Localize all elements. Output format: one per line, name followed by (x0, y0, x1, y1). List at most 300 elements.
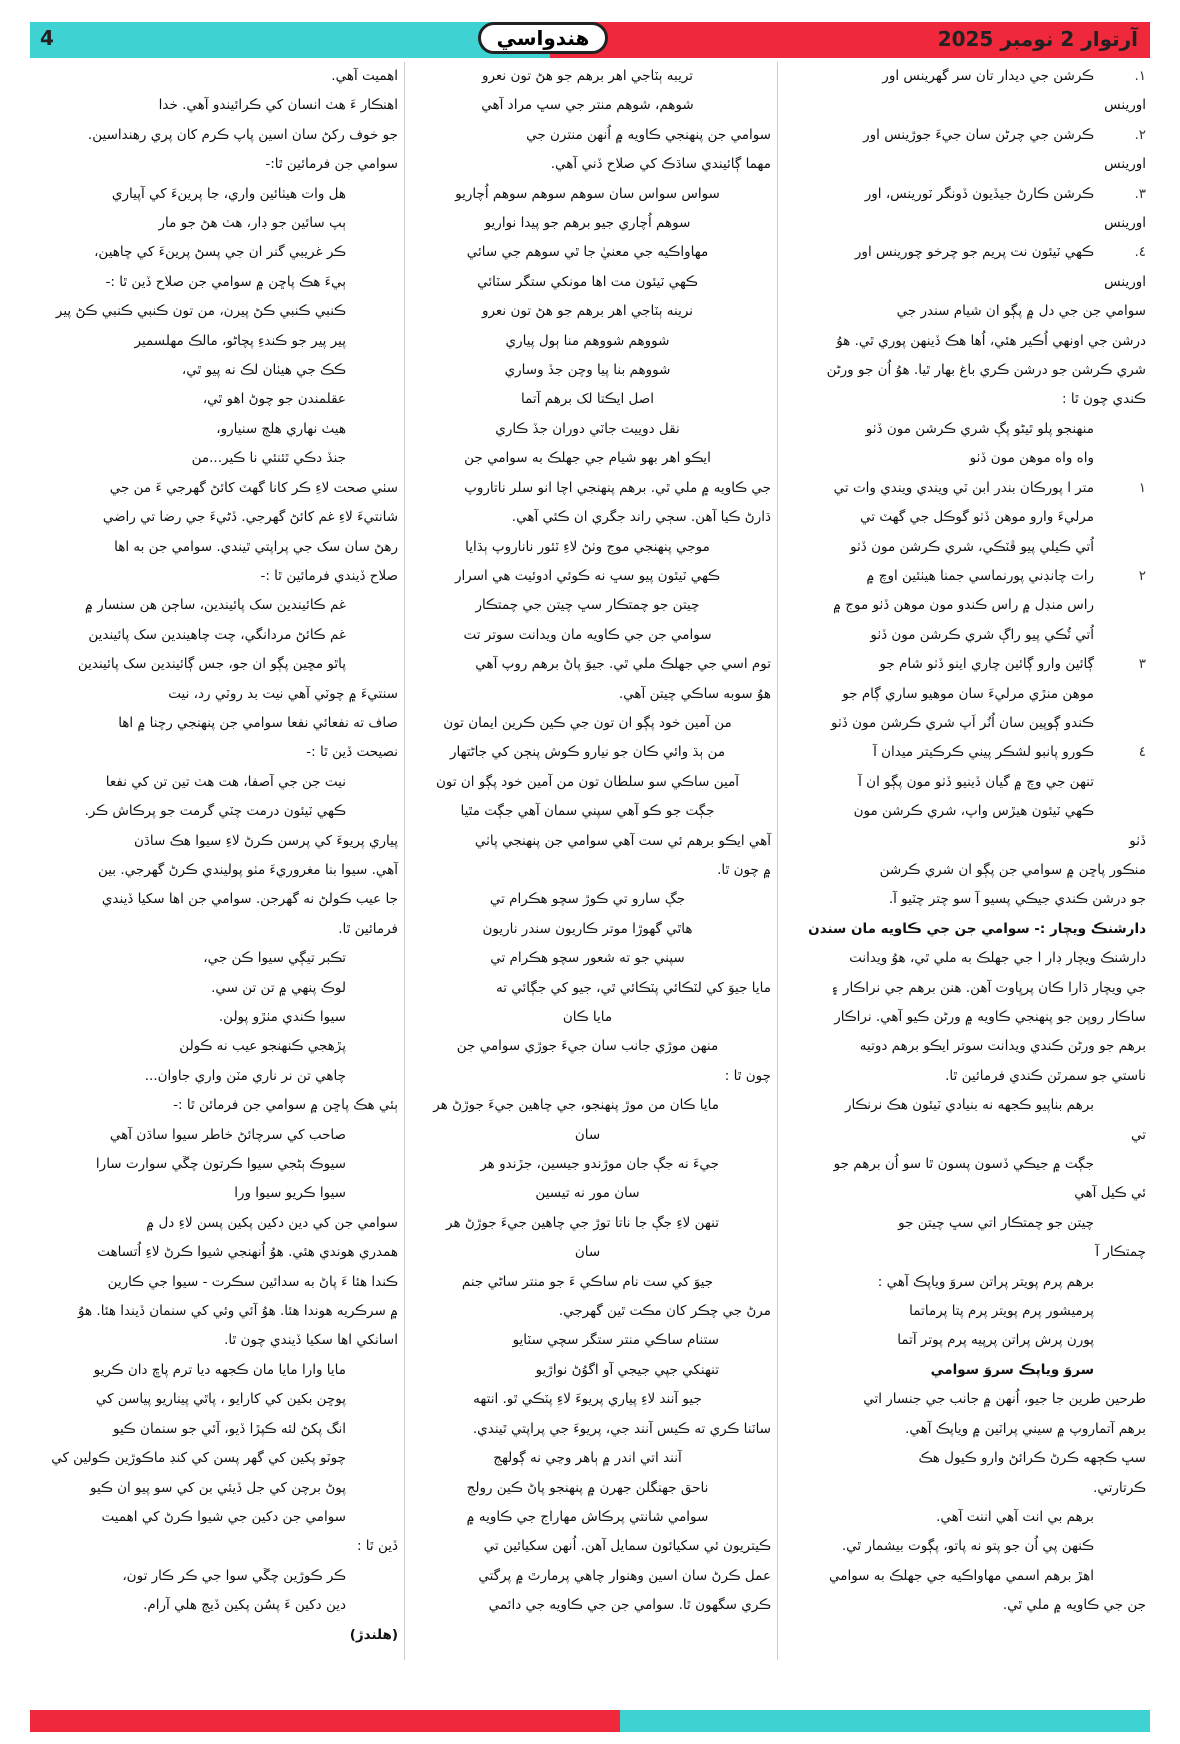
line-text: شووهم بنا پيا وچن جڏ وساري (504, 362, 671, 379)
line-text: اهڙ برهم اسمي مهاواڪيه جي جهلڪ به سوامي (828, 1567, 1094, 1584)
line-text: پير پير جو ڪندءِ پچاڻو، مالڪ مهلسمير (134, 332, 346, 349)
text-line (30, 1179, 398, 1208)
line-text: ڪهي ٽيئون درمت چٽي گرمت جو پرڪاش ڪر. (84, 803, 346, 820)
line-text: ڪڪ جي هيٺان لڪ نه پيو ٿي، (181, 362, 346, 379)
line-text: اورينس (1104, 156, 1146, 173)
text-line (404, 1238, 771, 1267)
text-line (30, 1532, 398, 1561)
line-text: پڙهجي ڪنهنجو عيب نه ڪولن (179, 1038, 346, 1055)
page-number: 4 (40, 26, 54, 50)
line-text: ڪر ڪوڙين چڱي سوا جي ڪر ڪار تون، (122, 1567, 346, 1584)
text-line (777, 680, 1146, 709)
line-text: سڀ ڪڄهه ڪرڻ ڪرائڻ وارو ڪيول هڪ (918, 1450, 1146, 1467)
line-text: شري ڪرشن جو درشن ڪري باغ بهار ٿيا. هوُ اُن جو ورڻن (826, 362, 1146, 379)
list-number: ٢ (1138, 567, 1146, 584)
line-text: ايڪو اهر بهو شيام جي جهلڪ به سوامي جن (464, 450, 711, 467)
text-line (404, 738, 771, 767)
text-line (404, 974, 771, 1003)
list-number: ٣ (1138, 656, 1146, 673)
text-line (404, 385, 771, 414)
line-text: هل وات هيٺائين واري، جا پرينءَ کي آپياري (111, 185, 346, 202)
line-text: سواس سواس سان سوهم سوهم سوهم اُچاريو (455, 185, 720, 202)
text-line (777, 444, 1146, 473)
line-text: سوهم اُچاري جيو برهم جو پيدا نواريو (484, 215, 691, 232)
text-line (404, 238, 771, 267)
line-text: پاٿو مڇين پڳو ان جو، جس ڳائيندين سک پائيندين (77, 656, 346, 673)
line-text: جا عيب ڪولڻ نه گهرجن. سوامي جن اها سکيا ڏيندي (101, 891, 398, 908)
line-text: دارشنڪ ويچار ڊار ا جي جهلڪ به ملي ٿي، هوُ ويدانت (849, 950, 1146, 967)
line-text: مايا ڪان (562, 1009, 613, 1025)
line-text: جي ڪاويه ۾ ملي ٿي. برهم پنهنجي اچا انو سلر ناتاروپ (464, 479, 771, 496)
line-text: تنهن لاءِ جڳ جا ناتا توڙ جي چاهين جيءَ جوڙڻ هر (446, 1214, 719, 1231)
list-number: ٣. (1134, 185, 1146, 202)
article-column-right (777, 62, 1150, 1660)
text-line (777, 974, 1146, 1003)
line-text: چاهي تن نر ناري مٽن واري جاوان... (144, 1067, 346, 1084)
text-line (777, 356, 1146, 385)
header-red-band (550, 22, 1150, 58)
line-text: شانتيءَ لاءِ غم کائڻ گهرجي. ڏڻيءَ جي رضا تي راضي (102, 509, 398, 526)
line-text: مرڻ جي چڪر کان مڪت ٿين گهرجي. (558, 1303, 771, 1320)
line-text: فرمائين ٿا. (338, 920, 398, 937)
line-text: ڪورو پانبو لشڪر پيني ڪرڪيتر ميدان آ (873, 744, 1094, 761)
text-line (777, 1238, 1146, 1267)
text-line (777, 709, 1146, 738)
list-number: ١ (1138, 479, 1146, 496)
text-line (404, 1356, 771, 1385)
text-line (777, 1209, 1146, 1238)
text-line (404, 680, 771, 709)
text-line (30, 1032, 398, 1061)
text-line (404, 268, 771, 297)
line-text: ساٽنا ڪري ته ڪيس آنند جي، پريوءَ جي پراپتي ٿيندي. (472, 1420, 771, 1437)
text-line (30, 121, 398, 150)
text-line (404, 327, 771, 356)
line-text: جڳ سارو تي ڪوڙ سچو هڪرام تي (489, 891, 686, 908)
text-line (777, 533, 1146, 562)
line-text: متر ا پورڪان بندر ابن ٽي ويندي ويندي وات تي (833, 479, 1094, 496)
line-text: ڪهي ٽيئون پيو سڀ نه ڪوئي ادوئيت هي اسرار (455, 567, 720, 584)
text-line (404, 885, 771, 914)
line-text: اورينس (1104, 97, 1146, 114)
text-line (777, 621, 1146, 650)
text-line (777, 180, 1146, 209)
line-text: ڪنبي ڪنبي ڪڻ پيرن، من تون ڪنبي ڪنبي ڪڻ پير (55, 303, 346, 320)
text-line (777, 944, 1146, 973)
line-text: سروَ وياپڪ سروَ سوامي (930, 1361, 1094, 1378)
line-text: سان مور نه تيسين (535, 1185, 640, 1202)
line-text: ڪهي ٽيئون نت پريم جو چرخو چورينس اور (854, 244, 1094, 261)
text-line (30, 91, 398, 120)
line-text: چمتڪار آ (1095, 1244, 1146, 1261)
line-text: شوهم، شوهم منتر جي سڀ مراد آهي (481, 97, 694, 114)
text-line (777, 1474, 1146, 1503)
text-line (30, 444, 398, 473)
line-text: پياري پريوءَ کي پرسن ڪرڻ لاءِ سيوا هڪ ساڌن (133, 832, 398, 849)
text-line (30, 503, 398, 532)
line-text: رهڻ سان سک جي پراپتي ٿيندي. سوامي جن به اها (114, 538, 398, 555)
line-text: جن جي ڪاويه ۾ ملي ٿي. (1002, 1597, 1146, 1614)
line-text: سوامي جن پنهنجي ڪاويه ۾ اُنهن منترن جي (526, 126, 771, 143)
footer-red-band (30, 1710, 620, 1732)
line-text: چوٽو پکين کي گهر پسن کي کنڊ ماڪوڙين ڪولين کي (51, 1450, 346, 1467)
line-text: ٻئي هڪ پاڇن ۾ سوامي جن فرمائن ٿا :- (173, 1097, 398, 1114)
line-text: صاحب کي سرچائڻ خاطر سيوا ساڌن آهي (109, 1126, 346, 1143)
line-text: آمين ساڪي سو سلطان تون من آمين خود پڳو ان تون (435, 773, 740, 790)
text-line (777, 562, 1146, 591)
line-text: شووهم شووهم منا ٻول پياري (505, 332, 670, 349)
text-line (777, 1091, 1146, 1120)
line-text: مايا وارا مايا مان ڪجهه ديا ترم پاڇ دان ڪريو (93, 1361, 346, 1378)
line-text: برهم جو ورڻن ڪندي ويدانت سوتر ايڪو برهم دوتيه (859, 1038, 1146, 1055)
text-line (30, 738, 398, 767)
text-line (777, 1179, 1146, 1208)
text-line (777, 885, 1146, 914)
line-text: رات چانڊني پورنماسي جمنا هيٺئين اوچ ۾ (866, 567, 1094, 584)
line-text: ڪنهن پي اُن جو پتو نه پاتو، پڳوت بيشمار ٿي. (841, 1538, 1094, 1555)
line-text: جڳت ۾ جيڪي ڏسون پسون ٿا سو اُن برهم جو (833, 1156, 1094, 1173)
line-text: ڪرشن ڪارڻ جيڏيون ڏونگر ٽورينس، اور (864, 185, 1094, 202)
text-line (30, 1326, 398, 1355)
masthead-logo: هندواسي (478, 22, 608, 54)
text-line (30, 150, 398, 179)
line-text: پوڇن بکين کي کارايو ، پاٿي پيناريو پياسن کي (95, 1391, 346, 1408)
text-line (777, 1150, 1146, 1179)
text-line (30, 1591, 398, 1620)
line-text: ٻيءَ هڪ پاڇن ۾ سوامي جن صلاح ڏين ٿا :- (105, 273, 346, 290)
line-text: جيءَ نه جڳ جان موڙندو جيسين، جڙندو هر (480, 1156, 719, 1173)
text-line (404, 503, 771, 532)
line-text: اورينس (1104, 215, 1146, 232)
line-text: جو درشن ڪندي جيڪي پسيو آ سو چتر چٽيو آ. (888, 891, 1146, 908)
text-line (404, 1474, 771, 1503)
line-text: واه واه موهن مون ڏٺو (969, 450, 1094, 467)
article-column-left (30, 62, 404, 1660)
line-text: برهم بي انت آهي اننت آهي. (936, 1508, 1094, 1525)
text-line (30, 1003, 398, 1032)
text-line (404, 150, 771, 179)
line-text: صاف ته نفعائي نفعا سوامي جن پنهنجي رچنا ۾ اها (118, 714, 398, 731)
text-line (30, 474, 398, 503)
line-text: دارشنڪ ويچار :- سوامي جن جي ڪاويه مان سندن (808, 920, 1146, 937)
line-text: مايا ڪان من موڙ پنهنجو، جي چاهين جيءَ جوڙڻ هر (433, 1097, 719, 1114)
line-text: ڪهي ٽيئون هيڙس واپ، شري ڪرشن مون (853, 803, 1094, 820)
text-line (404, 1326, 771, 1355)
line-text: آهي ايڪو برهم ئي ست آهي سوامي جن پنهنجي پاٺي (474, 832, 771, 849)
line-text: اهنڪار ءَ هٺ انسان کي ڪرائيندو آهي. خدا (158, 97, 398, 114)
line-text: ڪرشن جي چرڻن سان جيءَ جوڙينس اور (863, 126, 1094, 143)
text-line (30, 1150, 398, 1179)
line-text: سان (574, 1126, 601, 1143)
header-cyan-band (30, 22, 550, 58)
line-text: توم اسي جي جهلڪ ملي ٿي. جيوَ پاڻ برهم روپ آهي (475, 656, 771, 673)
text-line (30, 1297, 398, 1326)
text-line (404, 1385, 771, 1414)
text-line (404, 650, 771, 679)
text-line (404, 1503, 771, 1532)
text-line (777, 1562, 1146, 1591)
text-line (30, 1415, 398, 1444)
text-line (30, 327, 398, 356)
line-text: منڪور پاڇن ۾ سوامي جن پڳو ان شري ڪرشن (879, 861, 1146, 878)
text-line (30, 180, 398, 209)
text-line (777, 1268, 1146, 1297)
line-text: سوامي جن کي دين دکين پکين پسن لاءِ دل ۾ (146, 1214, 398, 1231)
text-line (404, 1415, 771, 1444)
line-text: مايا جيوَ کي لٽڪائي پٽڪائي ٿي، جيو کي جڳائي ته (496, 979, 771, 996)
text-line (404, 444, 771, 473)
text-line (404, 1062, 771, 1091)
line-text: من آمين خود پڳو ان تون جي ڪين ڪرين ايمان تون (443, 714, 732, 731)
line-text: ناحق جهنگلن جهرن ۾ پنهنجو پاڻ ڪين رولج (466, 1479, 709, 1496)
line-text: عقلمندن جو چوڻ اهو ٿي، (202, 391, 346, 408)
text-line (777, 1591, 1146, 1620)
line-text: ڏٺو (1129, 832, 1146, 849)
line-text: نرينه ٻٽاجي اهر برهم جو هڻ تون نعرو (481, 303, 694, 320)
line-text: چيتن جو چمتڪار اتي سڀ چيتن جو (898, 1214, 1094, 1231)
line-text: سان (574, 1244, 601, 1261)
text-line (404, 121, 771, 150)
text-line (30, 268, 398, 297)
line-text: اورينس (1104, 273, 1146, 290)
text-line (404, 562, 771, 591)
article-column-middle (404, 62, 777, 1660)
text-line (777, 1032, 1146, 1061)
text-line (777, 827, 1146, 856)
text-line (777, 1326, 1146, 1355)
text-line (30, 62, 398, 91)
line-text: دين دکين ءَ پسُن پکين ڏيڄ هلي آرام. (143, 1597, 346, 1614)
line-text: سپني جو ته شعور سچو هڪرام تي (490, 950, 685, 967)
text-line (404, 915, 771, 944)
line-text: جڳت جو ڪو آهي سپني سمان آهي جڳت مٿيا (460, 803, 715, 820)
line-text: ڪندا هئا ءَ پاڻ به سدائين سڪرت - سيوا جي ڪارين (107, 1273, 398, 1290)
text-line (30, 1385, 398, 1414)
line-text: ۾ چون ٿا. (717, 861, 771, 878)
list-number: ٢. (1134, 126, 1146, 143)
text-line (404, 356, 771, 385)
text-line (30, 1474, 398, 1503)
text-line (30, 680, 398, 709)
text-line (30, 1621, 398, 1650)
text-line (777, 650, 1146, 679)
line-text: نقل دوييت جاٽي دوران جڏ ڪاري (495, 420, 680, 437)
line-text: پرميشور پرم پويتر پرم پتا پرماتما (909, 1303, 1094, 1320)
text-line (404, 1032, 771, 1061)
line-text: سيوا ڪندي مٺڙو پولن. (218, 1009, 346, 1025)
line-text: ڪندي چون ٿا : (1062, 391, 1146, 408)
line-text: سوامي جن دکين جي شيوا ڪرڻ کي اهميت (101, 1508, 346, 1525)
line-text: غم ڪائيندين سک پائيندين، ساڄن هن سنسار ۾ (84, 597, 346, 614)
text-line (30, 856, 398, 885)
line-text: عمل ڪرڻ سان اسين وهنوار چاهي پرمارٿ ۾ پرگتي (478, 1567, 771, 1584)
text-line (30, 1062, 398, 1091)
line-text: سيوڪ ٻڻجي سيوا ڪرتون چڱي سوارت سارا (95, 1156, 346, 1173)
text-line (777, 1062, 1146, 1091)
text-line (777, 1356, 1146, 1385)
line-text: جنڏ دڪي ٿئنئي نا ڪير...من (191, 450, 346, 467)
text-line (777, 797, 1146, 826)
text-line (30, 1238, 398, 1267)
line-text: طرحين طرين جا جيو، اُنهن ۾ جانب جي جنسار اتي (863, 1391, 1146, 1408)
line-text: درشن جي اونهي اُڪير هئي، اُها هڪ ڏينهن پوري ٿي. هوُ (836, 332, 1146, 349)
line-text: سوامي جن فرمائين ٿا:- (265, 156, 398, 173)
text-line (777, 503, 1146, 532)
text-line (30, 797, 398, 826)
text-line (404, 1297, 771, 1326)
text-line (777, 591, 1146, 620)
text-line (777, 297, 1146, 326)
text-line (404, 1091, 771, 1120)
line-text: آنند اتي اندر ۾ ٻاهر وڃي نه ڳولهج (493, 1450, 682, 1467)
line-text: سنتيءَ ۾ چوٽي آهي نيت بد روٽي رد، نيت (168, 685, 398, 702)
text-line (404, 1121, 771, 1150)
text-line (30, 297, 398, 326)
text-line (404, 621, 771, 650)
text-line (30, 768, 398, 797)
line-text: ناستي جو سمرٿن ڪندي فرمائين ٿا. (945, 1067, 1146, 1084)
text-line (404, 1591, 771, 1620)
line-text: ڪر غريبي گنر ان جي پسڻ پرينءَ کي چاهين، (94, 244, 346, 261)
line-text: آهي. سيوا بنا مغروريءَ مٺو پوليندي ڪرڻ گهرجي. بين (97, 861, 398, 878)
text-line (30, 1562, 398, 1591)
text-line (777, 238, 1146, 267)
text-line (30, 1121, 398, 1150)
text-line (30, 621, 398, 650)
text-line (30, 944, 398, 973)
text-line (404, 533, 771, 562)
text-line (30, 827, 398, 856)
text-line (30, 238, 398, 267)
text-line (404, 1209, 771, 1238)
text-line (404, 944, 771, 973)
line-text: تنهنکي جپي جيجي آو اگوُڻ نواڙيو (535, 1361, 719, 1378)
text-line (777, 1297, 1146, 1326)
line-text: سوامي جن جي ڪاويه مان ويدانت سوتر تت (463, 626, 712, 643)
line-text: جيو آنند لاءِ پياري پريوءَ لاءِ پٽڪي ٿو. انتهه (473, 1391, 702, 1408)
text-line (30, 209, 398, 238)
text-line (404, 91, 771, 120)
text-line (404, 1003, 771, 1032)
line-text: اهميت آهي. (331, 68, 398, 84)
text-line (30, 709, 398, 738)
text-line (30, 1444, 398, 1473)
line-text: صلاح ڏيندي فرمائين ٿا :- (260, 567, 398, 584)
text-line (777, 1415, 1146, 1444)
text-line (30, 885, 398, 914)
line-text: منهن موڙي جانب سان جيءَ جوڙي سوامي جن (456, 1038, 719, 1055)
text-line (777, 62, 1146, 91)
line-text: برهم پرم پويتر پراتن سروَ وياپڪ آهي : (877, 1273, 1094, 1290)
line-text: اسانکي اها سکيا ڏيندي چون ٿا. (224, 1332, 398, 1349)
text-line (30, 562, 398, 591)
line-text: ڪرتارتي. (1093, 1479, 1146, 1496)
text-line (404, 474, 771, 503)
line-text: نصيحت ڏين ٿا :- (306, 744, 398, 761)
line-text: موهن منڙي مرليءَ سان موهيو ساري ڳام جو (842, 685, 1094, 702)
text-line (404, 62, 771, 91)
line-text: ڪيتريون ئي سکيائون سمايل آهن. اُنهن سکيائين تي (483, 1538, 771, 1555)
line-text: راس منڊل ۾ راس ڪندو مون موهن ڏٺو موج ۾ (833, 597, 1094, 614)
line-text: ڪهي ٽيئون مت اها مونکي ستگر سٽائي (477, 273, 698, 290)
text-line (404, 1268, 771, 1297)
line-text: پوڻ برچن کي جل ڏيئي بن کي سو پيو ان ڪيو (90, 1479, 346, 1496)
line-text: ڏين ٿا : (356, 1538, 398, 1555)
line-text: اُتي ٽُڪي پيو راڳ شري ڪرشن مون ڏٺو (870, 626, 1094, 643)
line-text: مهاواڪيه جي معنيٰ جا ٿي سوهم جي سائي (466, 244, 709, 261)
text-line (404, 797, 771, 826)
text-line (777, 1003, 1146, 1032)
text-line (30, 974, 398, 1003)
line-text: سوامي جن جي دل ۾ پڳو ان شيام سندر جي (896, 303, 1146, 320)
line-text: ئي ڪيل آهي (1074, 1185, 1146, 1202)
line-text: پورن پرش پراتن پرپيه پرم پوتر آتما (897, 1332, 1094, 1349)
text-line (30, 415, 398, 444)
line-text: چيتن جو چمتڪار سڀ چيتن جي چمتڪار (475, 597, 700, 614)
line-text: تڪبر تيڳي سيوا ڪن جي، (203, 950, 346, 967)
text-line (404, 709, 771, 738)
line-text: تي (1130, 1126, 1146, 1143)
text-line (404, 1444, 771, 1473)
line-text: (هلندڙ) (349, 1626, 398, 1643)
text-line (777, 1385, 1146, 1414)
text-line (30, 1268, 398, 1297)
line-text: تنهن جي وچ ۾ گيان ڏينيو ڏٺو مون پڳو ان آ (858, 773, 1094, 790)
line-text: انگ پکڻ لئه ڪپڙا ڏيو، آئي جو سنمان ڪيو (113, 1420, 346, 1437)
line-text: ٻپ سائين جو ڊار، هٺ هڻ جو مار (158, 215, 346, 232)
line-text: ۾ سرڪريه هوندا هئا. هوُ آئي وئي کي سنمان ڏيندا هئا. هوُ (78, 1303, 398, 1320)
text-line (30, 1209, 398, 1238)
line-text: من ٻڌ وائي ڪان جو نيارو ڪوش پنڄن کي جاڻتهار (449, 744, 726, 761)
text-line (30, 1091, 398, 1120)
line-text: اصل ايڪتا لک برهم آتما (521, 391, 654, 408)
text-line (777, 415, 1146, 444)
list-number: ٤ (1138, 744, 1146, 761)
text-line (777, 1121, 1146, 1150)
text-line (777, 856, 1146, 885)
line-text: برهم بناپيو ڪجهه نه بنيادي ٽيئون هڪ نرنڪار (844, 1097, 1094, 1114)
text-line (404, 827, 771, 856)
line-text: جو خوف رکڻ سان اسين پاپ ڪرم کان پري رهنداسين. (87, 126, 398, 143)
line-text: جيوَ کي ست نام ساڪي ءَ جو منتر ساڻي جنم (461, 1273, 714, 1290)
footer-band (30, 1710, 1150, 1732)
line-text: ڪري سگهون ٿا. سوامي جن جي ڪاويه جي دائمي (488, 1597, 771, 1614)
line-text: ڳائين وارو ڳائين چاري اينو ڏٺو شام جو (879, 656, 1094, 673)
line-text: سٺي صحت لاءِ ڪر کانا گهٽ کائڻ گهرجي ءَ من جي (109, 479, 398, 496)
text-line (777, 268, 1146, 297)
text-line (404, 415, 771, 444)
line-text: ڪندو ڳوپين سان اُنُر اَپ شري ڪرشن مون ڏٺو (831, 714, 1094, 731)
text-line (404, 1562, 771, 1591)
line-text: ڌارڻ ڪيا آهن. سڄي راند جگري ان ڪئي آهي. (511, 509, 771, 526)
text-line (30, 591, 398, 620)
line-text: تريبه ٻٽاجي اهر برهم جو هڻ تون نعرو (481, 68, 694, 84)
text-line (30, 915, 398, 944)
line-text: موجي پنهنجي موج وٺڻ لاءِ ٽئور ناناروپ ٻڌايا (465, 538, 710, 555)
text-line (30, 533, 398, 562)
footer-cyan-band (620, 1710, 1150, 1732)
text-line (777, 209, 1146, 238)
text-line (777, 385, 1146, 414)
text-line (777, 1444, 1146, 1473)
text-line (30, 1503, 398, 1532)
text-line (30, 1356, 398, 1385)
text-line (777, 474, 1146, 503)
text-line (404, 768, 771, 797)
text-line (404, 180, 771, 209)
text-line (404, 1532, 771, 1561)
line-text: سوامي شانتي پرڪاش مهاراج جي ڪاويه ۾ (466, 1508, 709, 1525)
